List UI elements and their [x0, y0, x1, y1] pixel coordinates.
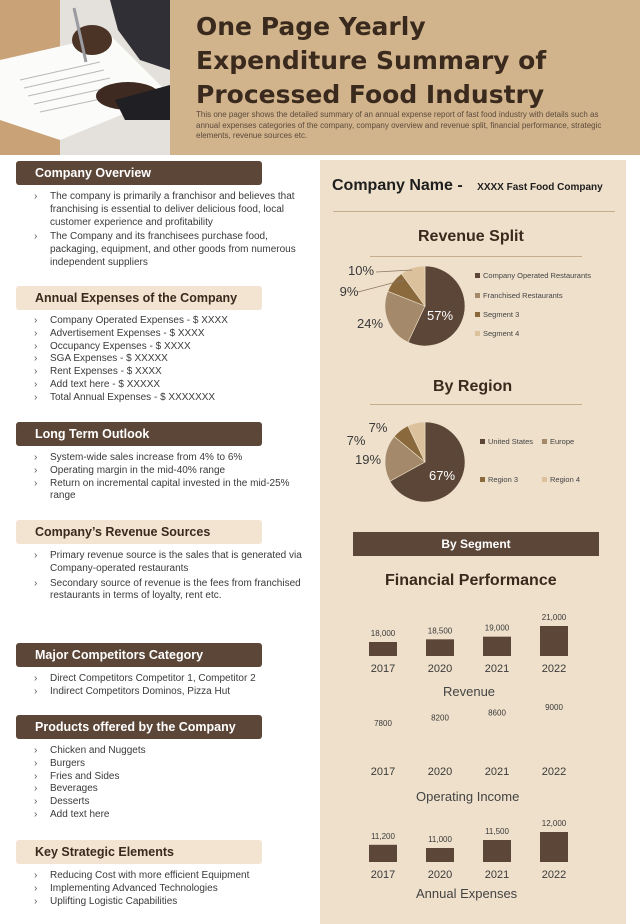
by-segment-button[interactable]: By Segment — [353, 532, 599, 556]
products-list — [30, 745, 302, 822]
legend-swatch — [542, 439, 547, 444]
bar-value-label: 11,200 — [371, 831, 395, 841]
competitors-heading: Major Competitors Category — [16, 643, 262, 667]
revenue-split-heading: Revenue Split — [418, 228, 524, 245]
pie-value-label: 7% — [346, 433, 366, 448]
annual-expenses-bar-chart — [320, 808, 626, 884]
pie-value-label: 9% — [339, 284, 359, 299]
list-item: › Rent Expenses - $ XXXX — [30, 366, 302, 379]
bar — [426, 639, 454, 656]
operating-income-chart-title: Operating Income — [416, 789, 520, 804]
divider — [370, 256, 582, 257]
legend-label: Company Operated Restaurants — [483, 271, 591, 280]
signing-photo-illustration — [0, 0, 170, 155]
legend-swatch — [475, 331, 480, 336]
company-overview-heading: Company Overview — [16, 161, 262, 185]
legend-label: United States — [488, 437, 534, 446]
company-name-value: XXXX Fast Food Company — [477, 182, 603, 193]
products-heading: Products offered by the Company — [16, 715, 262, 739]
financial-performance-heading: Financial Performance — [385, 572, 557, 589]
legend-swatch — [475, 293, 480, 298]
bar-category-label: 2021 — [484, 869, 510, 881]
bar-category-label: 2021 — [484, 663, 510, 675]
list-item: › Beverages — [30, 783, 302, 796]
list-item: › Add text here — [30, 809, 302, 822]
list-item: › Add text here - $ XXXXX — [30, 379, 302, 392]
legend-label: Europe — [550, 437, 575, 446]
bar-category-label: 2022 — [541, 766, 567, 778]
legend-swatch — [475, 273, 480, 278]
page-title — [196, 10, 616, 112]
pie-value-label: 57% — [426, 308, 454, 323]
bar-value-label: 18,000 — [370, 629, 396, 638]
bar-value-label: 11,500 — [485, 827, 509, 836]
list-item: › Burgers — [30, 758, 302, 771]
bar-value-label: 21,000 — [541, 613, 567, 622]
bar — [426, 848, 454, 862]
list-item: › Secondary source of revenue is the fees from franchised restaurants in terms of loyalty, rent etc. — [30, 578, 302, 604]
divider — [370, 404, 582, 405]
annual-expenses-list — [30, 315, 302, 405]
list-item: › Return on incremental capital invested in the mid-25% range — [30, 478, 302, 504]
legend-swatch — [480, 477, 485, 482]
annual-expenses-chart-title: Annual Expenses — [416, 886, 518, 901]
list-item: › Operating margin in the mid-40% range — [30, 465, 302, 478]
legend-label: Region 4 — [550, 475, 581, 484]
company-overview-list — [30, 191, 302, 272]
header-photo — [0, 0, 170, 155]
long-term-outlook-heading: Long Term Outlook — [16, 422, 262, 446]
pie-value-label: 10% — [347, 263, 375, 278]
bar — [483, 840, 511, 862]
competitors-list — [30, 673, 302, 699]
bar-value-label: 8200 — [431, 713, 449, 723]
list-item: › Direct Competitors Competitor 1, Competitor 2 — [30, 673, 302, 686]
company-name — [332, 177, 622, 195]
title-line-3: Processed Food Industry — [196, 80, 545, 109]
page-subtitle: This one pager shows the detailed summary of an annual expense report of fast food industry with details such as annual expenses categories of the company, company overview and revenue split, financial performance, strategic elements, revenue sources etc. — [196, 110, 602, 140]
by-region-chart — [320, 414, 626, 514]
divider — [333, 211, 615, 212]
list-item: › Reducing Cost with more efficient Equipment — [30, 870, 302, 883]
list-item: › Chicken and Nuggets — [30, 745, 302, 758]
list-item: › Total Annual Expenses - $ XXXXXXX — [30, 392, 302, 405]
bar-value-label: 18,500 — [427, 626, 453, 636]
list-item: › Occupancy Expenses - $ XXXX — [30, 341, 302, 354]
list-item: › Fries and Sides — [30, 771, 302, 784]
bar — [540, 832, 568, 862]
bar — [540, 626, 568, 656]
bar-category-label: 2017 — [370, 663, 396, 675]
list-item: › Indirect Competitors Dominos, Pizza Hut — [30, 686, 302, 699]
revenue-sources-heading: Company’s Revenue Sources — [16, 520, 262, 544]
legend-swatch — [475, 312, 480, 317]
list-item: › SGA Expenses - $ XXXXX — [30, 353, 302, 366]
bar-category-label: 2020 — [427, 663, 453, 675]
list-item: › Advertisement Expenses - $ XXXX — [30, 328, 302, 341]
legend-label: Segment 3 — [483, 310, 520, 319]
legend-label: Franchised Restaurants — [483, 291, 563, 300]
list-item: › Uplifting Logistic Capabilities — [30, 896, 302, 909]
strategic-list — [30, 870, 302, 908]
legend-label: Segment 4 — [483, 329, 520, 338]
bar-value-label: 7800 — [374, 719, 392, 728]
bar — [483, 637, 511, 656]
list-item: › Primary revenue source is the sales that is generated via Company-operated restaurants — [30, 550, 302, 576]
legend-swatch — [480, 439, 485, 444]
bar-value-label: 19,000 — [484, 623, 510, 633]
revenue-sources-list — [30, 550, 302, 605]
bar-category-label: 2022 — [541, 869, 567, 881]
annual-expenses-heading: Annual Expenses of the Company — [16, 286, 262, 310]
company-name-label: Company Name - — [332, 177, 463, 194]
bar-value-label: 12,000 — [541, 819, 567, 828]
revenue-bar-chart — [320, 604, 626, 684]
list-item: › Implementing Advanced Technologies — [30, 883, 302, 896]
bar-value-label: 9000 — [545, 703, 563, 712]
legend-label: Region 3 — [488, 475, 519, 484]
bar — [369, 845, 397, 862]
pie-value-label: 24% — [356, 316, 384, 331]
list-item: › System-wide sales increase from 4% to 6% — [30, 452, 302, 465]
strategic-heading: Key Strategic Elements — [16, 840, 262, 864]
by-region-heading: By Region — [433, 378, 513, 395]
pie-value-label: 67% — [428, 468, 456, 483]
pie-value-label: 7% — [368, 420, 388, 435]
pie-value-label: 19% — [354, 452, 382, 467]
revenue-chart-title: Revenue — [443, 684, 496, 699]
bar — [369, 642, 397, 656]
bar-category-label: 2017 — [370, 869, 396, 881]
list-item: › The Company and its franchisees purchase food, packaging, equipment, and other goods from numerous independent suppliers — [30, 231, 302, 269]
title-line-2: Expenditure Summary of — [196, 46, 547, 75]
bar-category-label: 2020 — [427, 869, 453, 881]
revenue-split-chart — [320, 258, 626, 358]
bar-category-label: 2022 — [541, 663, 567, 675]
bar-category-label: 2017 — [370, 766, 396, 778]
bar-category-label: 2021 — [484, 766, 510, 778]
list-item: › The company is primarily a franchisor and believes that franchising is essential to deliver delicious food, local customer experience and profitability — [30, 191, 302, 229]
bar-category-label: 2020 — [427, 766, 453, 778]
list-item: › Company Operated Expenses - $ XXXX — [30, 315, 302, 328]
bar-value-label: 11,000 — [428, 835, 452, 844]
list-item: › Desserts — [30, 796, 302, 809]
bar-value-label: 8600 — [488, 708, 506, 718]
long-term-outlook-list — [30, 452, 302, 503]
legend-swatch — [542, 477, 547, 482]
title-line-1: One Page Yearly — [196, 12, 426, 41]
operating-income-bar-chart — [320, 702, 626, 786]
